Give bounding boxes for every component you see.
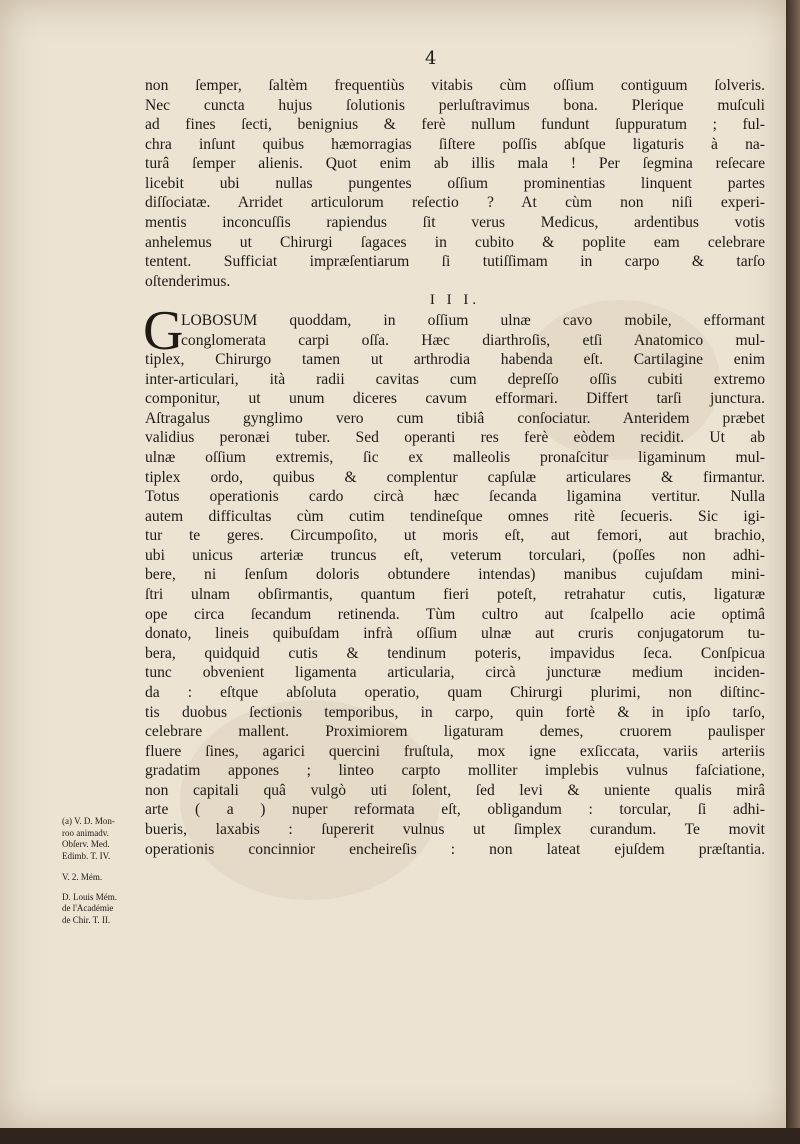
- margin-note: Edimb. T. IV.: [62, 850, 111, 861]
- text-line: donato, lineis quibuſdam infrà oſſium ulnæ aut cruris conjugatorum tu-: [145, 625, 765, 643]
- text-line: chra inſunt quibus hæmorragias ſiſtere poſſis abſque ligaturis à na-: [145, 135, 765, 153]
- text-line: bueris, laxabis : ſupererit vulnus ut ſimplex curandum. Te movit: [145, 820, 765, 838]
- margin-note: de Chir. T. II.: [62, 914, 111, 925]
- text-line: Nec cuncta hujus ſolutionis perluſtravimus bona. Plerique muſculi: [145, 96, 765, 114]
- text-line: validius peronæi tuber. Sed operanti res ferè eòdem recidit. Ut ab: [145, 429, 765, 447]
- text-line: non capitali quâ vulgò uti ſolent, ſed levi & uniente qualis mirâ: [145, 781, 765, 799]
- text-line: componitur, ut unum diceres cavum efformari. Differt tarſi junctura.: [145, 390, 765, 408]
- margin-note: (a) V. D. Mon-: [62, 816, 115, 826]
- main-text: [145, 76, 765, 859]
- text-line: mentis inconcuſſis rapiendus ſit verus Medicus, ardentibus votis: [145, 214, 765, 232]
- text-line: tentent. Sufficiat impræſentiarum ſi tutiſſimam in carpo & tarſo: [145, 253, 765, 271]
- text-line: operationis concinnior encheireſis : non lateat ejuſdem præſtantia.: [145, 840, 765, 858]
- margin-note: roo animadv.: [62, 827, 109, 838]
- drop-cap: G: [143, 299, 184, 362]
- margin-note: de l'Académie: [62, 903, 114, 913]
- text-line: inter-articulari, ità radii cavitas cum depreſſo oſſis cubiti extremo: [145, 370, 765, 388]
- text-line: licebit ubi nullas pungentes oſſium prominentias linquent partes: [145, 174, 765, 192]
- text-line: celebrare mallent. Proximiorem ligaturam demes, cruorem paulisper: [145, 723, 765, 741]
- page-number: 4: [425, 48, 437, 69]
- text-line: Totus operationis cardo circà hæc ſecanda ligamina vertitur. Nulla: [145, 488, 765, 506]
- text-line: da : eſtque abſoluta operatio, quam Chirurgi plurimi, non diſtinc-: [145, 683, 765, 701]
- text-line: gradatim appones ; linteo carpto molliter implebis vulnus faſciatione,: [145, 762, 765, 780]
- text-line: non ſemper, ſaltèm frequentiùs vitabis cùm oſſium contiguum ſolveris.: [145, 77, 765, 94]
- text-line: ſtri ulnam obſirmantis, quantum fieri poteſt, retrahatur cutis, ligaturæ: [145, 586, 765, 604]
- text-line: Aſtragalus gynglimo vero cum tibiâ conſociatur. Anteridem præbet: [145, 409, 765, 427]
- section-heading: I I I.: [429, 292, 481, 309]
- text-line: bera, quidquid cutis & tendinum poteris, impavidus ſeca. Conſpicua: [145, 644, 765, 662]
- margin-note: V. 2. Mém.: [62, 872, 103, 882]
- margin-note: Obſerv. Med.: [62, 839, 110, 849]
- text-line: tur te geres. Circumpoſito, ut moris eſt, aut femori, aut brachio,: [145, 527, 765, 545]
- margin-note: D. Louis Mém.: [62, 891, 117, 902]
- text-line: conglomerata carpi oſſa. Hæc diarthroſis, etſi Anatomico mul-: [181, 331, 765, 349]
- text-line-content: LOBOSUM quoddam, in oſſium ulnæ cavo mobile, efformant: [181, 311, 765, 329]
- text-line: turâ ſemper alienis. Quot enim ab illis mala ! Per ſegmina reſecare: [145, 155, 765, 173]
- text-line: ad fines ſecti, benignius & ferè nullum fundunt ſuppuratum ; ful-: [145, 116, 765, 134]
- text-line: tunc obvenient ligamenta articularia, circà juncturæ medium inciden-: [145, 664, 765, 682]
- text-line: arte ( a ) nuper reformata eſt, obligandum : torcular, ſi adhi-: [145, 801, 765, 819]
- book-edge: [786, 0, 800, 1144]
- text-line: fluere ſines, agarici quercini fruſtula, mox igne exſiccata, variis arteriis: [145, 742, 765, 760]
- text-line: autem difficultas cùm cutim tendineſque omnes ritè ſecueris. Sic igi-: [145, 507, 765, 525]
- text-line: ubi unicus arteriæ truncus eſt, veterum torculari, (poſſes non adhi-: [145, 546, 765, 564]
- text-line: tis duobus ſectionis temporibus, in carpo, quin fortè & in ipſo tarſo,: [145, 703, 765, 721]
- text-line: oſtenderimus.: [145, 272, 231, 290]
- paragraph-1: [145, 76, 765, 291]
- text-line: tiplex, Chirurgo tamen ut arthrodia habenda eſt. Cartilagine enim: [145, 351, 765, 369]
- text-line: tiplex ordo, quibus & complentur capſulæ articulares & firmantur.: [145, 468, 765, 486]
- text-line: ulnæ oſſium extremis, ſic ex malleolis pronaſcitur ligaminum mul-: [145, 448, 765, 466]
- text-line: diſſociatæ. Arridet articulorum reſectio ? At cùm non niſi experi-: [145, 194, 765, 212]
- text-line: bere, ni ſenſum doloris obtundere intendas) manibus cujuſdam mini-: [145, 566, 765, 584]
- text-line: anhelemus ut Chirurgi ſagaces in cubito & poplite eam celebrare: [145, 233, 765, 251]
- book-bottom-edge: [0, 1128, 800, 1144]
- text-line: ope circa ſecandum retinenda. Tùm cultro aut ſcalpello acie optimâ: [145, 605, 765, 623]
- margin-notes: [62, 816, 146, 926]
